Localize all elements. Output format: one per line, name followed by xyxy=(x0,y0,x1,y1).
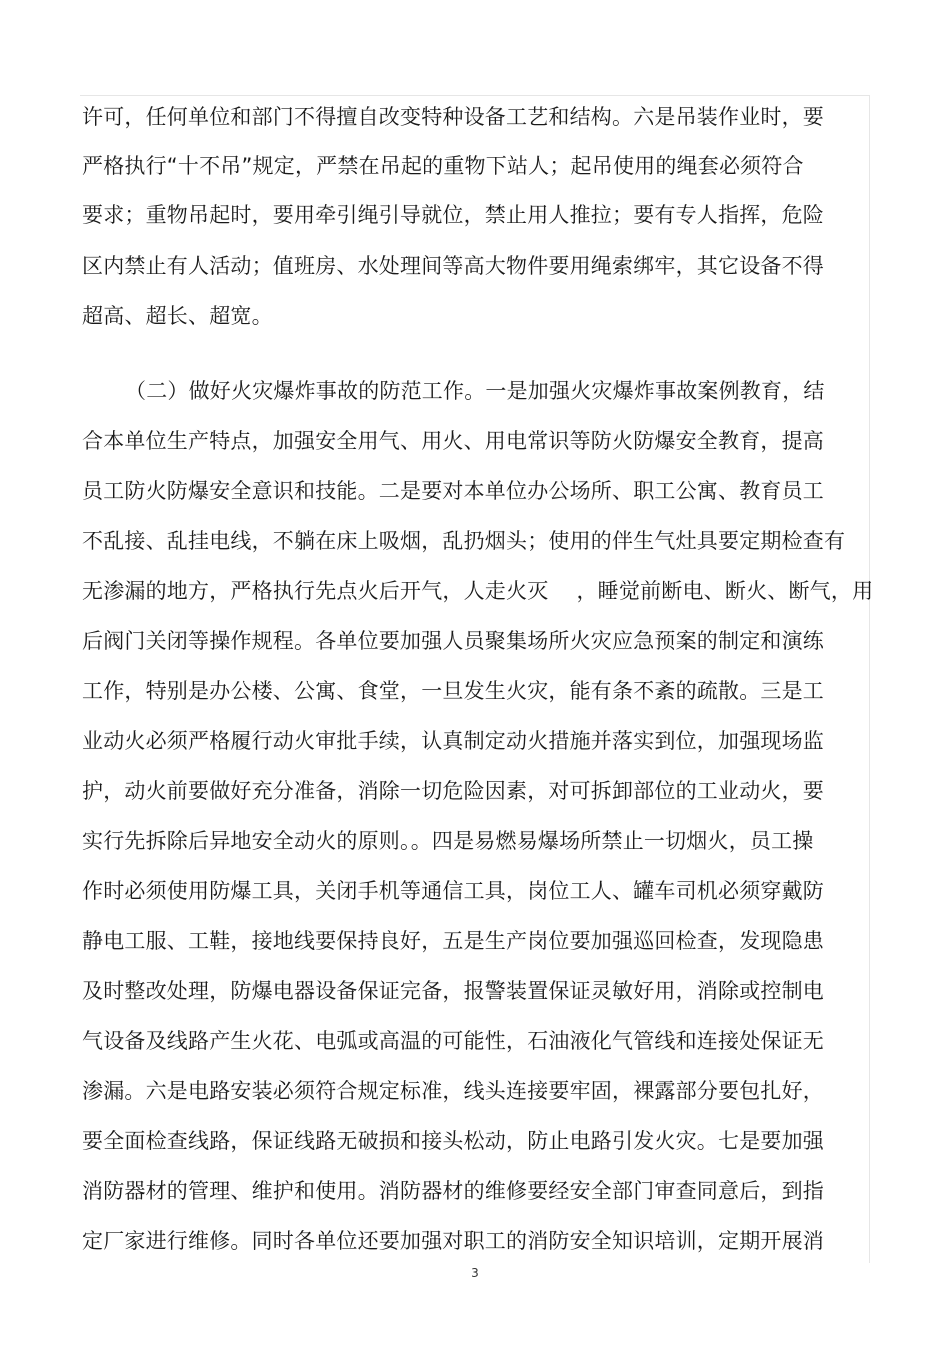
text-line: 气设备及线路产生火花、电弧或高温的可能性，石油液化气管线和连接处保证无 xyxy=(82,1029,824,1053)
text-line: 静电工服、工鞋，接地线要保持良好，五是生产岗位要加强巡回检查，发现隐患 xyxy=(82,929,824,953)
text-line: 区内禁止有人活动；值班房、水处理间等高大物件要用绳索绑牢，其它设备不得 xyxy=(82,254,824,278)
text-line: 及时整改处理，防爆电器设备保证完备，报警装置保证灵敏好用，消除或控制电 xyxy=(82,979,824,1003)
text-line: 要求；重物吊起时，要用牵引绳引导就位，禁止用人推拉；要有专人指挥，危险 xyxy=(82,203,824,227)
text-line: 护，动火前要做好充分准备，消除一切危险因素，对可拆卸部位的工业动火，要 xyxy=(82,779,824,803)
text-line: 定厂家进行维修。同时各单位还要加强对职工的消防安全知识培训，定期开展消 xyxy=(82,1229,824,1253)
text-line: 作时必须使用防爆工具，关闭手机等通信工具，岗位工人、罐车司机必须穿戴防 xyxy=(82,879,824,903)
text-line: 合本单位生产特点，加强安全用气、用火、用电常识等防火防爆安全教育，提高 xyxy=(82,429,824,453)
page-number: 3 xyxy=(471,1266,479,1280)
text-line: 员工防火防爆安全意识和技能。二是要对本单位办公场所、职工公寓、教育员工 xyxy=(82,479,824,503)
text-line: 工作，特别是办公楼、公寓、食堂，一旦发生火灾，能有条不紊的疏散。三是工 xyxy=(82,679,824,703)
text-line: 实行先拆除后异地安全动火的原则。。四是易燃易爆场所禁止一切烟火，员工操 xyxy=(82,829,814,853)
page-border-top xyxy=(80,95,870,96)
paragraph-heading: （二）做好火灾爆炸事故的防范工作。一是加强火灾爆炸事故案例教育，结 xyxy=(125,379,825,403)
text-line: 要全面检查线路，保证线路无破损和接头松动，防止电路引发火灾。七是要加强 xyxy=(82,1129,824,1153)
text-line: 业动火必须严格履行动火审批手续，认真制定动火措施并落实到位，加强现场监 xyxy=(82,729,824,753)
text-line: 超高、超长、超宽。 xyxy=(82,304,273,328)
text-line: 后阀门关闭等操作规程。各单位要加强人员聚集场所火灾应急预案的制定和演练 xyxy=(82,629,824,653)
text-line: 不乱接、乱挂电线，不躺在床上吸烟，乱扔烟头；使用的伴生气灶具要定期检查有 xyxy=(82,529,846,553)
text-line: 许可，任何单位和部门不得擅自改变特种设备工艺和结构。六是吊装作业时，要 xyxy=(82,105,824,129)
text-line: 无渗漏的地方，严格执行先点火后开气，人走火灭 ，睡觉前断电、断火、断气，用 xyxy=(82,579,874,603)
text-line: 严格执行“十不吊”规定，严禁在吊起的重物下站人；起吊使用的绳套必须符合 xyxy=(82,154,804,178)
page-border-right xyxy=(869,95,870,1263)
text-line: 消防器材的管理、维护和使用。消防器材的维修要经安全部门审查同意后，到指 xyxy=(82,1179,824,1203)
text-line: 渗漏。六是电路安装必须符合规定标准，线头连接要牢固，裸露部分要包扎好， xyxy=(82,1079,824,1103)
